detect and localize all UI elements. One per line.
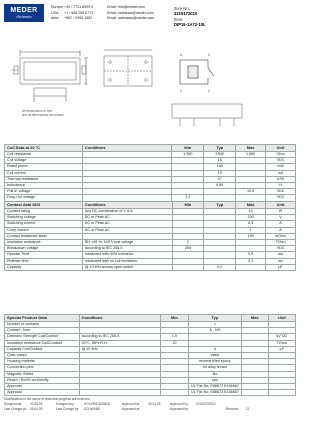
param-conditions: Any DC combination of V & A xyxy=(82,209,172,215)
param-conditions: @ 10 kHz xyxy=(79,346,160,352)
param-min: 10 xyxy=(160,340,188,346)
param-min: 2,2 xyxy=(172,195,204,201)
param-unit: A xyxy=(266,221,296,227)
param-typ: black xyxy=(189,353,242,359)
table-row xyxy=(5,264,296,270)
param-unit: H xyxy=(266,183,296,189)
contact-data-table xyxy=(4,201,296,271)
param-max: 0,1 xyxy=(236,258,266,264)
footer-value: 05.04.09 xyxy=(30,407,43,411)
param-typ: No xyxy=(189,371,242,377)
footer xyxy=(4,397,296,412)
footer-disclaimer: Modifications in the sense of technical progress are reserved xyxy=(4,397,90,401)
param-unit: V xyxy=(266,215,296,221)
param-conditions: measured with no coil excitation xyxy=(82,258,172,264)
param-conditions: DC or Peak AC xyxy=(82,221,172,227)
footer-value: 03.05.99 xyxy=(30,402,43,406)
contact-email[interactable]: Email: salesusa@meder.com xyxy=(107,10,154,15)
param-typ: 1 xyxy=(189,322,242,328)
param-unit: pF xyxy=(268,346,295,352)
param-name: Dielectric Strength Coil/Contact xyxy=(5,334,80,340)
param-conditions: measured with 40% overdrive xyxy=(82,252,172,258)
col-header-unit: Unit xyxy=(266,202,296,209)
side-view-drawing xyxy=(172,104,242,126)
param-max: 0,5 xyxy=(236,221,266,227)
param-name: Capacity Coil/Contact xyxy=(5,346,80,352)
logo-sub-text: electronics xyxy=(16,14,32,19)
param-typ: 1.500 xyxy=(204,152,236,158)
footer-label: Last Change at: xyxy=(4,407,27,411)
footer-label: Designed at: xyxy=(4,402,22,406)
meder-logo xyxy=(4,4,44,22)
footer-label: Last Change by: xyxy=(56,407,80,411)
col-header-min: Min xyxy=(172,145,204,152)
param-name: Contact rating xyxy=(5,209,83,215)
param-name: Number of contacts xyxy=(5,322,80,328)
param-name: Release time xyxy=(5,258,83,264)
item-no-label: Item No.: xyxy=(174,6,191,11)
special-product-data-table xyxy=(4,314,296,396)
svg-text:1: 1 xyxy=(180,89,182,93)
footer-value: HOCHRE/DANDO xyxy=(84,402,111,406)
contact-phone: +852 / 2955 1682 xyxy=(64,16,93,20)
table-title: Contact data 66/3 xyxy=(5,202,83,209)
relay-schematic xyxy=(180,60,214,84)
param-name: Pull-In voltage xyxy=(5,189,83,195)
param-conditions xyxy=(79,390,160,396)
param-min: 250 xyxy=(172,246,204,252)
item-value: DIP15-1A72-10L xyxy=(174,22,206,28)
contact-phone: +49 / 7731 8399 0 xyxy=(64,5,94,9)
col-header-typ: Typ xyxy=(189,315,242,322)
col-header-unit: Unit xyxy=(268,315,295,322)
footprint-drawing xyxy=(104,50,152,86)
param-unit: ms xyxy=(266,258,296,264)
col-header-max: Max xyxy=(236,202,266,209)
col-header-typ: Typ xyxy=(204,145,236,152)
contact-region: Asia: xyxy=(51,16,59,20)
table-header-row xyxy=(5,315,296,322)
contact-block xyxy=(51,5,154,22)
contact-region: Europe: xyxy=(51,5,64,9)
param-unit: TOhm xyxy=(268,340,295,346)
param-conditions: RH <45 %, 100 V test voltage xyxy=(82,240,172,246)
param-name: Approval xyxy=(5,384,80,390)
param-name: Operate Time xyxy=(5,252,83,258)
param-name: Housing material xyxy=(5,359,80,365)
item-header xyxy=(174,6,206,28)
param-unit: mOhm xyxy=(266,233,296,239)
param-name: Drop-Out voltage xyxy=(5,195,83,201)
param-unit: VDC xyxy=(266,246,296,252)
param-max xyxy=(241,390,268,396)
footer-value: SCHWABE xyxy=(84,407,100,411)
footer-value: 11 xyxy=(246,407,250,411)
param-conditions: 40°C, 95% R.H. xyxy=(79,340,160,346)
param-max: 150 xyxy=(236,233,266,239)
param-typ: mineral filled epoxy xyxy=(189,359,242,365)
footer-value: 06.04.09 xyxy=(148,402,161,406)
col-header-max: Max xyxy=(241,315,268,322)
table-title: Coil Data at 20 °C xyxy=(5,145,83,152)
param-typ: 0.65 xyxy=(204,183,236,189)
param-max xyxy=(236,264,266,270)
param-min: 1.350 xyxy=(172,152,204,158)
col-header-conditions: Conditions xyxy=(79,315,160,322)
param-max: 10,5 xyxy=(236,189,266,195)
param-name: Contact resistance static xyxy=(5,233,83,239)
svg-text:Not all dimensions are shown: Not all dimensions are shown xyxy=(22,113,64,117)
param-typ: UL File No. E88673 E156667 xyxy=(189,390,242,396)
param-conditions: @ 10 kHz across open switch xyxy=(82,264,172,270)
param-typ: 0,2 xyxy=(204,264,236,270)
footer-label: Approved by: xyxy=(170,402,189,406)
param-min: 1,5 xyxy=(160,334,188,340)
col-header-max: Max xyxy=(236,145,266,152)
footer-label: Revision: xyxy=(226,407,240,411)
param-name: Coil current xyxy=(5,170,83,176)
param-typ: 150 xyxy=(204,164,236,170)
col-header-min: Min xyxy=(160,315,188,322)
param-name: Magnetic Shield xyxy=(5,371,80,377)
col-header-typ: Typ xyxy=(204,202,236,209)
param-typ: yes xyxy=(189,377,242,383)
contact-region: USA: xyxy=(51,10,60,15)
param-name: Connection pins xyxy=(5,365,80,371)
col-header-min: Min xyxy=(172,202,204,209)
param-typ: tin alloy tinned xyxy=(189,365,242,371)
param-name: Thermal resistance xyxy=(5,176,83,182)
footer-label: Approved by: xyxy=(170,407,189,411)
footer-value xyxy=(148,407,170,412)
param-typ: 10 xyxy=(204,170,236,176)
param-min xyxy=(172,264,204,270)
col-header-unit: Unit xyxy=(266,145,296,152)
param-name: Insulation resistance Coil/Contact xyxy=(5,340,80,346)
param-typ: 4 xyxy=(189,346,242,352)
table-row xyxy=(5,390,296,396)
svg-text:All dimensions in mm: All dimensions in mm xyxy=(22,109,53,113)
param-typ: 57 xyxy=(204,176,236,182)
table-header-row xyxy=(5,202,296,209)
param-unit: A xyxy=(266,227,296,233)
param-name: Switching current xyxy=(5,221,83,227)
param-name: Approval xyxy=(5,390,80,396)
package-drawing xyxy=(12,50,88,102)
item-label: Item: xyxy=(174,16,184,22)
footer-label: Approved at: xyxy=(122,402,141,406)
param-name: Breakdown voltage xyxy=(5,246,83,252)
table-title: Special Product Data xyxy=(5,315,80,322)
param-name: Rated power xyxy=(5,164,83,170)
param-max: 10 xyxy=(236,209,266,215)
col-header-conditions: Conditions xyxy=(82,202,172,209)
product-drawing-area xyxy=(4,44,296,142)
param-conditions: DC or Peak AC xyxy=(82,227,172,233)
contact-email[interactable]: Email: salesasia@meder.com xyxy=(107,16,155,20)
param-min xyxy=(160,390,188,396)
param-unit: K/W xyxy=(266,176,296,182)
param-name: Carry current xyxy=(5,227,83,233)
param-conditions: according to IEC 255-5 xyxy=(82,246,172,252)
param-max: 1.650 xyxy=(236,152,266,158)
param-name: Coil voltage xyxy=(5,158,83,164)
param-conditions: according to IEC 255-5 xyxy=(79,334,160,340)
param-min: 1 xyxy=(172,240,204,246)
param-unit: Ohm xyxy=(266,152,296,158)
contact-phone: +1 / 508 295 0771 xyxy=(64,10,94,15)
param-unit: W xyxy=(266,209,296,215)
logo-main-text: MEDER xyxy=(10,6,38,14)
col-header-conditions: Conditions xyxy=(82,145,172,152)
param-max: 0,5 xyxy=(236,252,266,258)
param-typ: UL File No. E88673 E156667 xyxy=(189,384,242,390)
technical-drawing xyxy=(4,44,296,142)
param-name: Insulation resistance xyxy=(5,240,83,246)
table-header-row xyxy=(5,145,296,152)
param-unit: mA xyxy=(266,170,296,176)
svg-text:4: 4 xyxy=(180,53,182,57)
param-typ: 15 xyxy=(204,158,236,164)
param-name: Coil resistance xyxy=(5,152,83,158)
footer-value xyxy=(196,407,226,412)
param-unit: TOhm xyxy=(266,240,296,246)
footer-value: VOLKER/GUI xyxy=(196,402,216,406)
param-name: Contact - form xyxy=(5,328,80,334)
coil-data-table xyxy=(4,144,296,202)
param-name: Case colour xyxy=(5,353,80,359)
param-unit: VDC xyxy=(266,189,296,195)
param-typ: A - NO xyxy=(189,328,242,334)
param-unit: VDC xyxy=(266,195,296,201)
param-unit: pF xyxy=(266,264,296,270)
param-unit: ms xyxy=(266,252,296,258)
param-unit: VDC xyxy=(266,158,296,164)
footer-row-last-change xyxy=(4,407,296,412)
svg-text:2: 2 xyxy=(208,89,210,93)
param-name: Capacity xyxy=(5,264,83,270)
param-unit: kV DC xyxy=(268,334,295,340)
footer-label: Designed by: xyxy=(56,402,75,406)
param-unit: mW xyxy=(266,164,296,170)
datasheet-page xyxy=(4,4,296,418)
contact-row-asia xyxy=(51,16,154,22)
param-max: 200 xyxy=(236,215,266,221)
param-conditions: DC or Peak AC xyxy=(82,215,172,221)
drawing-note xyxy=(22,109,64,117)
item-no-value: 3215172010 xyxy=(174,11,198,17)
param-name: Switching voltage xyxy=(5,215,83,221)
svg-text:3: 3 xyxy=(208,53,210,57)
param-unit xyxy=(268,390,295,396)
param-name: Reach / RoHS conformity xyxy=(5,377,80,383)
param-max: 1 xyxy=(236,227,266,233)
contact-email[interactable]: Email: info@meder.com xyxy=(107,5,146,9)
footer-label: Approved at: xyxy=(122,407,141,411)
param-name: Inductance xyxy=(5,183,83,189)
